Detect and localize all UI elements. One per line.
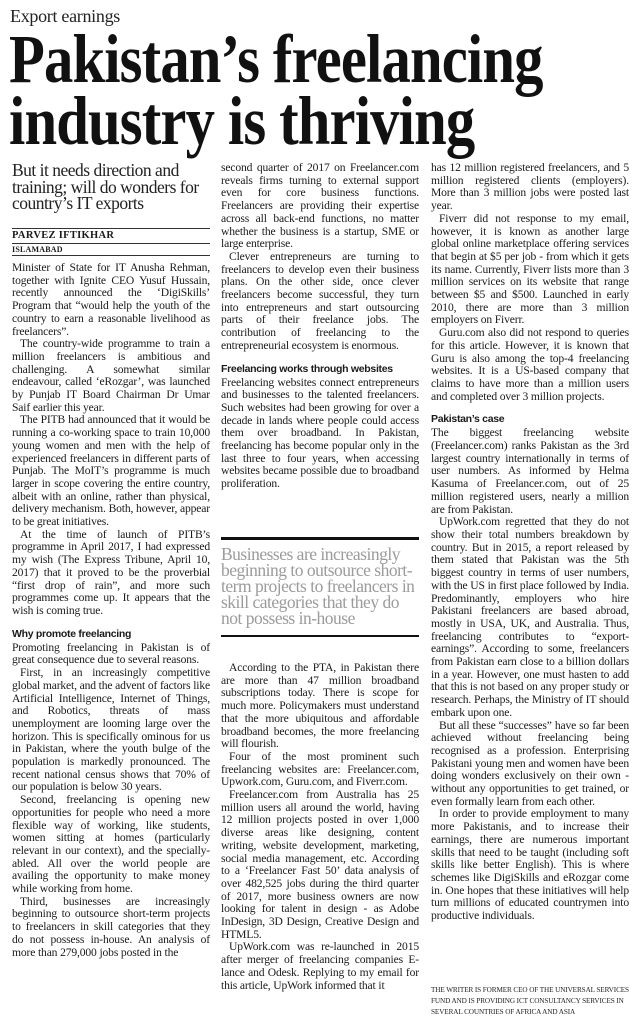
- paragraph: The biggest freelancing website (Freelancer.com) ranks Pakistan as the 3rd largest country internationally in terms of user numbers. As informed by Helma Kasuma of Freelancer.com, out of 25 million registered users, nearly a million are from Pakistan.: [431, 426, 629, 516]
- pull-quote: Businesses are increasingly beginning to outsource short-term projects to freelancers in skill categories that they do not possess in-house: [221, 537, 419, 637]
- deck-subheading: But it needs direction and training; will do wonders for country’s IT exports: [12, 160, 199, 213]
- article-column-1: [12, 262, 210, 959]
- paragraph: Second, freelancing is opening new opportunities for people who need a more flexible way of working, like students, women sitting at homes (particularly relevant in our context), and the specially-abled. All over the world people are availing the opportunity to make money while working from home.: [12, 793, 210, 896]
- article-column-2-continued: [221, 662, 419, 992]
- paragraph: second quarter of 2017 on Freelancer.com reveals firms turning to external support even for core business functions. Freelancers are providing their expertise across all back-end functions, no matter whether the business is a startup, SME or large enterprise.: [221, 161, 419, 251]
- byline: PARVEZ IFTIKHAR: [12, 230, 115, 241]
- headline-line: industry is thriving: [9, 83, 475, 159]
- dateline: ISLAMABAD: [12, 245, 63, 254]
- paragraph: According to the PTA, in Pakistan there are more than 47 million broadband subscriptions today. There is scope for much more. Policymakers must understand that the more ubiquitous and affordable broadband becomes, the more freelancing will flourish.: [221, 661, 419, 751]
- divider: [12, 255, 210, 256]
- paragraph: First, in an increasingly competitive global market, and the advent of factors like Artificial Intelligence, Internet of Things, and Robotics, threats of mass unemployment are looming large over the horizon. This is specifically ominous for us in Pakistan, where the youth bulge of the population is markedly pronounced. The recent national census shows that 70% of our population is below 30 years.: [12, 666, 210, 794]
- section-kicker: Export earnings: [10, 6, 120, 26]
- byline-box: [12, 228, 210, 256]
- paragraph: Clever entrepreneurs are turning to freelancers to develop even their business plans. On the other side, once clever freelancers become successful, they turn into entrepreneurs and start outsourcing parts of their freelance jobs. The contribution of freelancing to the entrepreneurial ecosystem is enormous.: [221, 249, 419, 352]
- paragraph: At the time of launch of PITB’s programme in April 2017, I had expressed my wish (The Express Tribune, April 10, 2017) that it proved to be the proverbial “first drop of rain”, and more such programmes come up. It appears that the wish is coming true.: [12, 527, 210, 617]
- section-heading: Freelancing works through websites: [221, 362, 393, 375]
- paragraph: The country-wide programme to train a million freelancers is ambitious and challenging. A somewhat similar endeavour, called ‘eRozgar’, was launched by Punjab IT Board Chairman Dr Umar Saif earlier this year.: [12, 337, 210, 414]
- section-heading: Pakistan’s case: [431, 413, 505, 426]
- paragraph: UpWork.com was re-launched in 2015 after merger of freelancing companies E-lance and Odesk. Replying to my email for this article, UpWork informed that it: [221, 940, 419, 992]
- paragraph: has 12 million registered freelancers, and 5 million registered clients (employers). More than 3 million jobs were posted last year.: [431, 161, 629, 213]
- author-note: THE WRITER IS FORMER CEO OF THE UNIVERSAL SERVICES FUND AND IS PROVIDING ICT CONSULTANCY SERVICES IN SEVERAL COUNTRIES OF AFRICA AND ASIA: [431, 986, 629, 1016]
- paragraph: Third, businesses are increasingly beginning to outsource short-term projects to freelancers in skill categories that they do not possess in-house. An analysis of more than 279,000 jobs posted in the: [12, 894, 210, 959]
- paragraph: Promoting freelancing in Pakistan is of great consequence due to several reasons.: [12, 640, 210, 667]
- paragraph: Freelancing websites connect entrepreneurs and businesses to the talented freelancers. Such websites had been growing for over a decade in lands where people could access them over broadband. In Pakistan, freelancing has become popular only in the last three to four years, when accessing websites became possible due to broadband proliferation.: [221, 375, 419, 491]
- paragraph: Guru.com also did not respond to queries for this article. However, it is known that Guru is also among the top-4 freelancing websites. It is a US-based company that claims to have more than a million users and completed over 3 million projects.: [431, 326, 629, 403]
- article-column-2: [221, 162, 419, 491]
- paragraph: Fiverr did not response to my email, however, it is known as another large global online marketplace offering services that begin at $5 per job - from which it gets its name. Currently, Fiverr lists more than 3 million services on its website that range between $5 and $500. Launched in early 2010, there are more than 3 million employers on Fiverr.: [431, 211, 629, 327]
- paragraph: Minister of State for IT Anusha Rehman, together with Ignite CEO Yusuf Hussain, recently announced the ‘DigiSkills’ Program that “would help the youth of the country to earn a reasonable livelihood as freelancers”.: [12, 261, 210, 338]
- headline: [9, 21, 621, 159]
- paragraph: UpWork.com regretted that they do not show their total numbers breakdown by country. But in 2015, a report released by them stated that Pakistan was the 5th biggest country in terms of user numbers, with the US in first place followed by India. Predominantly, employers who hire Pakistani freelancers are based abroad, mostly in USA, UK, and Australia. Thus, freelancing contributes to “export-earnings”. According to some, freelancers from Pakistan earn close to a billion dollars in a year. However, one must hasten to add that this is not based on any proper study or research. Perhaps, the Ministry of IT should embark upon one.: [431, 515, 629, 719]
- paragraph: Four of the most prominent such freelancing websites are: Freelancer.com, Upwork.com, Guru.com, and Fiverr.com.: [221, 749, 419, 789]
- headline-line: Pakistan’s freelancing: [9, 21, 543, 97]
- section-heading: Why promote freelancing: [12, 627, 132, 640]
- paragraph: In order to provide employment to many more Pakistanis, and to increase their earnings, there are numerous important skills that need to be taught (including soft skills like better English). This is where schemes like DigiSkills and eRozgar come in. One hopes that these initiatives will help turn millions of educated countrymen into productive individuals.: [431, 807, 629, 923]
- paragraph: Freelancer.com from Australia has 25 million users all around the world, having 12 million projects posted in over 1,000 diverse areas like designing, content writing, website development, marketing, social media management, etc. According to a ‘Freelancer Fast 50’ data analysis of over 482,525 jobs during the third quarter of 2017, more business owners are now looking for talent in design - as Adobe InDesign, 3D Design, Creative Design and HTML5.: [221, 788, 419, 941]
- paragraph: But all these “successes” have so far been achieved without freelancing being recognised as a profession. Enterprising Pakistani young men and women have been doing wonders exclusively on their own - without any opportunities to get trained, or even formally learn from each other.: [431, 718, 629, 808]
- article-column-3: [431, 162, 629, 923]
- paragraph: The PITB had announced that it would be running a co-working space to train 10,000 young women and men with the help of experienced freelancers in different parts of Punjab. The MoIT’s programme is much larger in scope covering the entire country, albeit with an online, rather than physical, delivery mechanism. Both, however, appear to be great initiatives.: [12, 413, 210, 529]
